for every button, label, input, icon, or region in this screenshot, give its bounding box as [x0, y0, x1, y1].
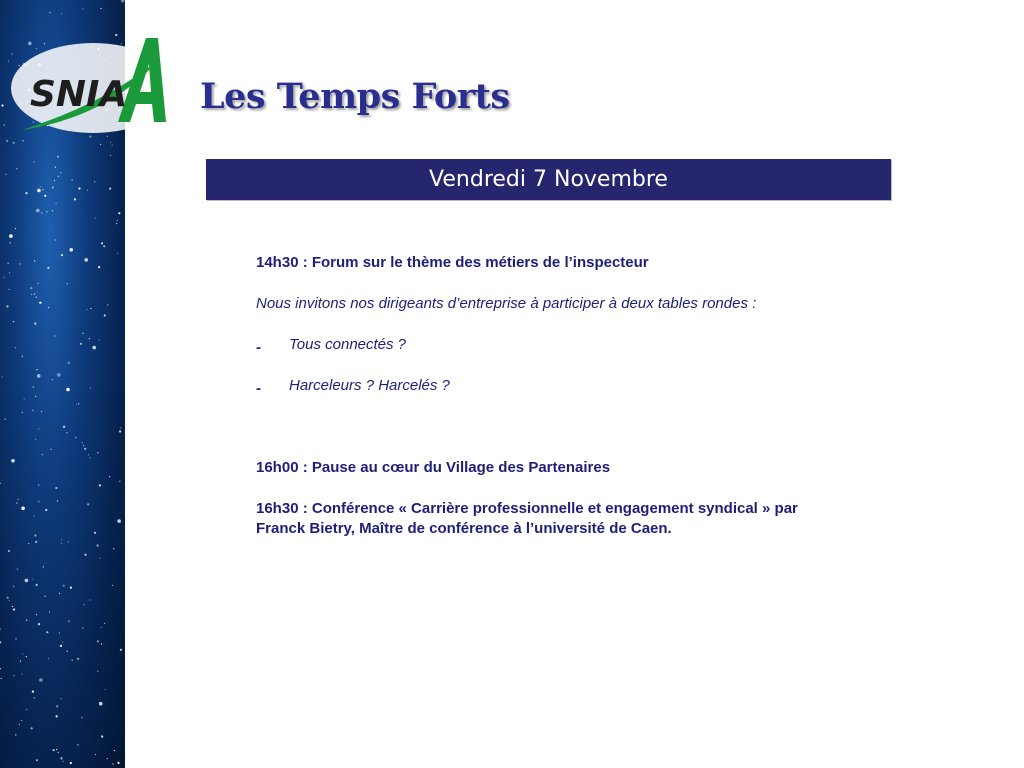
- star: [118, 212, 120, 214]
- star: [24, 398, 25, 399]
- star: [58, 752, 59, 753]
- star: [0, 668, 1, 669]
- star: [21, 507, 25, 511]
- star: [41, 212, 42, 213]
- program-content: [256, 253, 896, 539]
- star: [105, 689, 106, 690]
- star: [13, 142, 15, 144]
- star: [82, 333, 83, 334]
- program-item-forum: 14h30 : Forum sur le thème des métiers de l’inspecteur: [256, 254, 649, 271]
- star: [114, 750, 115, 751]
- star: [117, 220, 118, 221]
- star: [43, 566, 44, 567]
- star: [109, 188, 111, 190]
- star: [19, 724, 20, 725]
- star: [113, 548, 114, 549]
- star: [54, 335, 55, 336]
- page-title: Les Temps Forts: [200, 76, 510, 117]
- star: [82, 8, 83, 9]
- bullet-text: Tous connectés ?: [289, 336, 407, 353]
- star: [99, 484, 101, 486]
- star: [84, 258, 88, 262]
- star: [33, 386, 34, 387]
- star: [46, 631, 48, 633]
- star: [100, 144, 101, 145]
- star: [77, 744, 78, 745]
- star: [45, 596, 46, 597]
- star: [56, 715, 58, 717]
- star: [48, 658, 49, 659]
- star: [13, 321, 14, 322]
- star: [54, 180, 55, 181]
- star: [22, 356, 23, 357]
- star: [59, 593, 60, 594]
- star: [98, 266, 100, 268]
- star: [20, 263, 21, 264]
- star: [48, 307, 49, 308]
- star: [120, 427, 121, 428]
- star: [39, 302, 41, 304]
- star: [49, 12, 50, 13]
- star: [6, 174, 7, 175]
- list-item: [256, 376, 896, 396]
- star: [78, 187, 80, 189]
- star: [112, 763, 113, 764]
- star: [84, 554, 86, 556]
- star: [99, 702, 103, 706]
- star: [66, 432, 67, 433]
- star: [58, 176, 59, 177]
- star: [82, 628, 83, 629]
- star: [13, 609, 14, 610]
- star: [15, 638, 16, 639]
- star: [95, 218, 96, 219]
- star: [16, 168, 17, 169]
- star: [23, 140, 24, 141]
- star: [46, 211, 47, 212]
- star: [45, 509, 47, 511]
- star: [117, 519, 121, 523]
- star: [38, 501, 39, 502]
- star: [6, 140, 8, 142]
- star: [42, 189, 43, 190]
- star: [6, 305, 8, 307]
- star: [90, 308, 91, 309]
- star: [90, 388, 91, 389]
- star: [47, 267, 49, 269]
- star: [99, 339, 100, 340]
- star: [95, 754, 96, 755]
- star: [32, 410, 33, 411]
- star: [22, 653, 23, 654]
- star: [38, 623, 40, 625]
- star: [61, 543, 62, 544]
- star: [1, 104, 3, 106]
- star: [97, 544, 99, 546]
- star: [34, 323, 36, 325]
- star: [34, 293, 35, 294]
- star: [15, 347, 16, 348]
- star: [20, 661, 21, 662]
- star: [63, 426, 65, 428]
- star: [37, 189, 41, 193]
- star: [78, 403, 79, 404]
- star: [100, 558, 101, 559]
- star: [101, 643, 102, 644]
- star: [21, 720, 22, 721]
- star: [38, 485, 39, 486]
- star: [116, 223, 117, 224]
- star: [35, 396, 36, 397]
- star: [52, 379, 53, 380]
- star: [61, 539, 62, 540]
- star: [66, 388, 70, 392]
- star: [35, 541, 37, 543]
- star: [0, 483, 1, 484]
- program-item-conference-line2: Franck Bietry, Maître de conférence à l’université de Caen.: [256, 520, 672, 537]
- star: [60, 645, 62, 647]
- star: [12, 606, 13, 607]
- star: [101, 735, 103, 737]
- star: [36, 759, 38, 761]
- bullet-dash: -: [256, 380, 261, 397]
- star: [63, 585, 65, 587]
- star: [2, 376, 3, 377]
- program-intro: Nous invitons nos dirigeants d’entreprise à participer à deux tables rondes :: [256, 295, 757, 312]
- star: [117, 253, 118, 254]
- star: [75, 437, 76, 438]
- logo-text: SNIA: [30, 74, 128, 115]
- star: [92, 346, 96, 350]
- star: [11, 459, 15, 463]
- star: [70, 762, 72, 764]
- star: [120, 649, 122, 651]
- star: [101, 242, 103, 244]
- star: [49, 611, 50, 612]
- star: [104, 314, 106, 316]
- star: [77, 658, 79, 660]
- program-item-conference-line1: 16h30 : Conférence « Carrière professionnelle et engagement syndical » par: [256, 500, 798, 517]
- star: [36, 209, 40, 213]
- star: [13, 586, 14, 587]
- star: [25, 579, 29, 583]
- star: [34, 161, 35, 162]
- star: [42, 454, 43, 455]
- star: [83, 445, 84, 446]
- star: [4, 277, 5, 278]
- star: [56, 705, 58, 707]
- star: [15, 734, 16, 735]
- star: [0, 628, 1, 629]
- day-banner: Vendredi 7 Novembre: [206, 159, 891, 200]
- star: [87, 190, 88, 191]
- star: [40, 186, 41, 187]
- star: [60, 757, 62, 759]
- star: [68, 362, 70, 364]
- star: [107, 758, 108, 759]
- star: [22, 412, 23, 413]
- star: [52, 210, 53, 211]
- star: [70, 587, 72, 589]
- star: [84, 448, 86, 450]
- star: [0, 641, 1, 643]
- snia-logo: [8, 30, 178, 140]
- star: [5, 419, 6, 420]
- list-item: [256, 335, 896, 355]
- star: [16, 502, 17, 503]
- star: [39, 678, 43, 682]
- bullet-text: Harceleurs ? Harcelés ?: [289, 377, 450, 394]
- star: [61, 254, 63, 256]
- star: [61, 698, 62, 699]
- star: [110, 142, 111, 143]
- star: [72, 660, 73, 661]
- star: [110, 155, 111, 156]
- star: [15, 228, 16, 229]
- star: [51, 449, 52, 450]
- star: [53, 749, 55, 751]
- star: [9, 234, 13, 238]
- star: [97, 671, 98, 672]
- star: [36, 369, 37, 370]
- star: [68, 621, 69, 622]
- star: [82, 442, 83, 443]
- star: [74, 198, 76, 200]
- star: [55, 239, 56, 240]
- star: [4, 124, 5, 125]
- star: [112, 145, 113, 146]
- star: [57, 500, 58, 501]
- star: [90, 457, 91, 458]
- bullet-dash: -: [256, 339, 261, 356]
- star: [17, 569, 18, 570]
- star: [57, 373, 61, 377]
- star: [34, 260, 35, 261]
- star: [89, 599, 90, 600]
- star: [63, 761, 64, 762]
- star: [44, 195, 46, 197]
- star: [89, 338, 90, 339]
- star: [32, 691, 34, 693]
- star: [94, 181, 95, 182]
- star: [37, 374, 41, 378]
- star: [100, 8, 101, 9]
- star: [55, 487, 57, 489]
- star: [62, 642, 63, 643]
- star: [10, 242, 11, 243]
- star: [72, 180, 73, 181]
- star: [35, 439, 36, 440]
- star: [26, 620, 27, 621]
- star: [9, 600, 10, 601]
- star: [34, 534, 36, 536]
- star: [117, 762, 119, 764]
- star: [38, 428, 39, 429]
- star: [9, 289, 10, 290]
- star: [119, 481, 120, 482]
- star: [32, 579, 33, 580]
- star: [36, 584, 38, 586]
- star: [36, 296, 37, 297]
- star: [69, 248, 73, 252]
- star: [119, 430, 121, 432]
- star: [31, 294, 32, 295]
- star: [76, 404, 77, 405]
- star: [33, 515, 34, 516]
- star: [28, 543, 29, 544]
- star: [86, 309, 87, 310]
- star: [81, 717, 82, 718]
- star: [30, 287, 32, 289]
- star: [18, 499, 19, 500]
- star: [34, 697, 35, 698]
- star: [80, 343, 82, 345]
- star: [112, 585, 113, 586]
- star: [7, 597, 9, 599]
- star: [26, 709, 27, 710]
- star: [67, 283, 68, 284]
- star: [68, 541, 69, 542]
- star: [121, 0, 125, 2]
- star: [31, 727, 33, 729]
- star: [26, 656, 27, 657]
- star: [25, 192, 27, 194]
- star: [56, 749, 57, 750]
- star: [14, 675, 15, 676]
- star: [59, 632, 60, 633]
- star: [67, 651, 68, 652]
- star: [101, 627, 102, 628]
- star: [109, 476, 110, 477]
- star: [36, 614, 37, 615]
- star: [84, 604, 85, 605]
- star: [52, 186, 54, 188]
- program-item-pause: 16h00 : Pause au cœur du Village des Partenaires: [256, 459, 611, 476]
- star: [41, 411, 42, 412]
- star: [104, 623, 105, 624]
- star: [60, 172, 61, 173]
- star: [97, 452, 98, 453]
- star: [57, 156, 59, 158]
- star: [107, 304, 108, 305]
- star: [56, 203, 57, 204]
- star: [22, 673, 23, 674]
- star: [9, 272, 10, 273]
- star: [38, 283, 39, 284]
- star: [94, 532, 96, 534]
- star: [8, 263, 9, 264]
- star: [1, 678, 2, 679]
- star: [8, 550, 10, 552]
- star: [88, 454, 89, 455]
- star: [87, 503, 89, 505]
- star: [97, 640, 99, 642]
- star: [61, 13, 62, 14]
- star: [103, 245, 105, 247]
- star: [55, 167, 56, 168]
